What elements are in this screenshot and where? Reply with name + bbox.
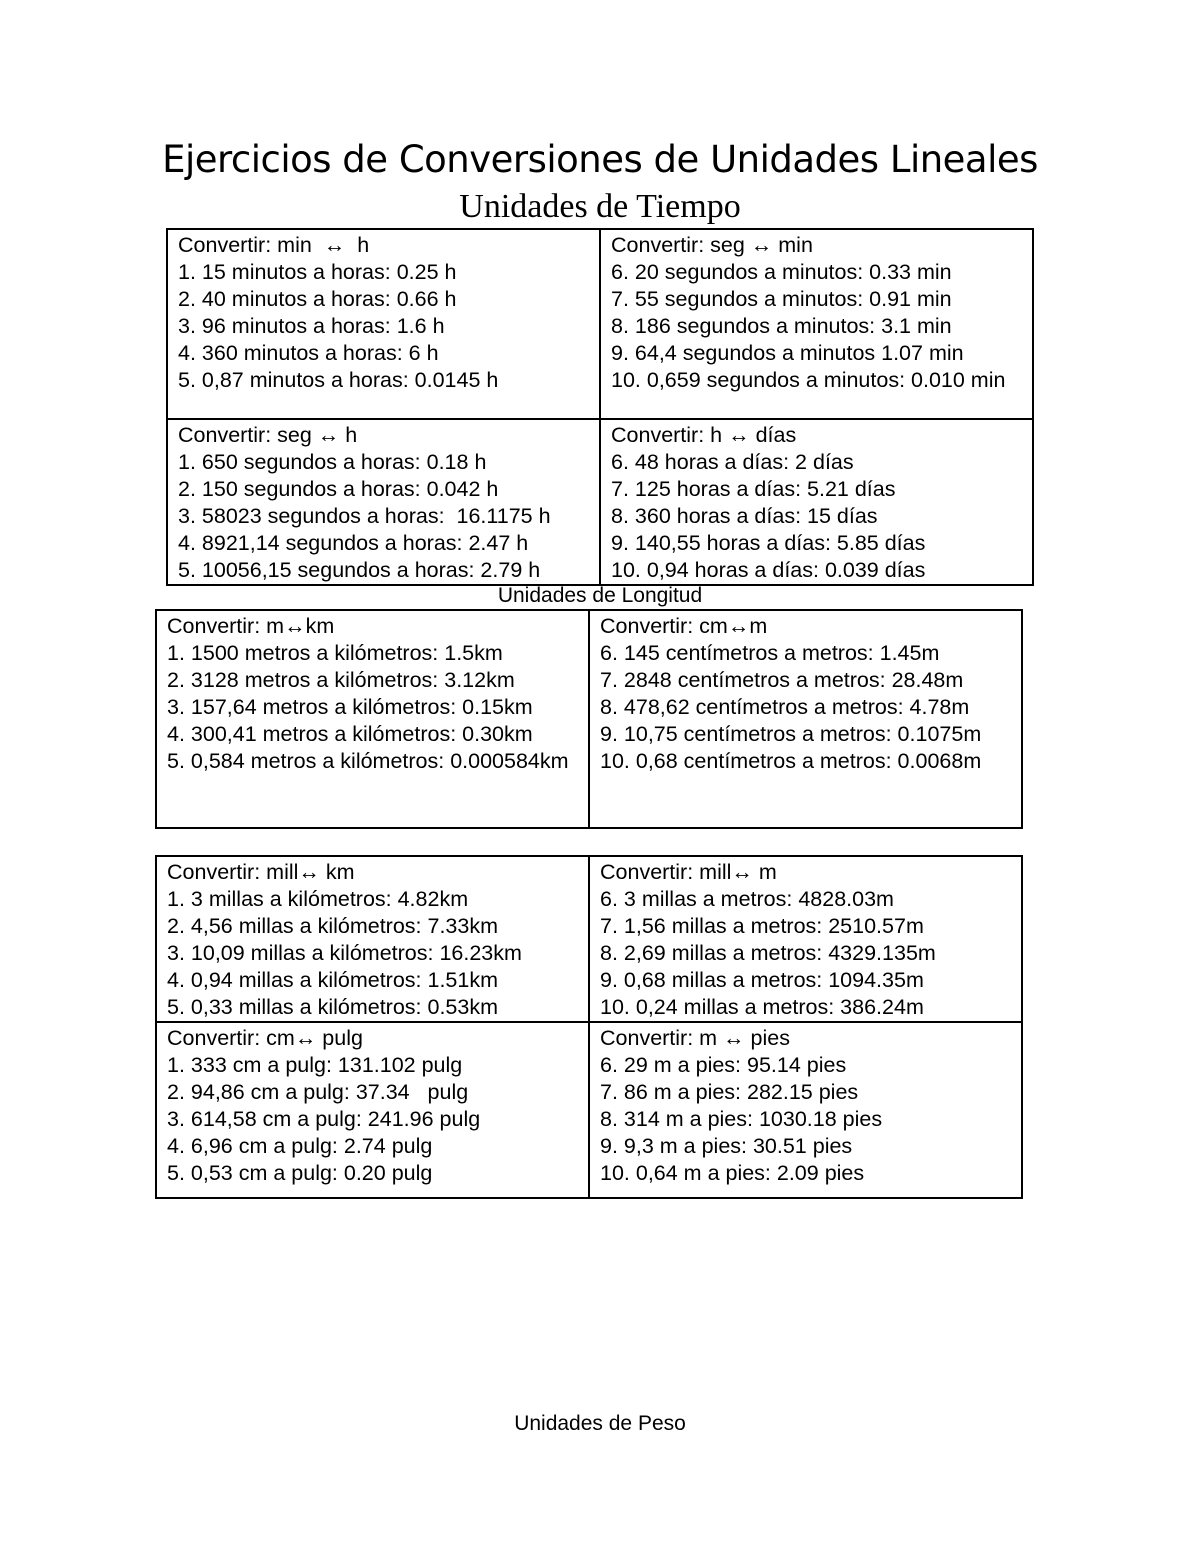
exercise-line: 9. 140,55 horas a días: 5.85 días — [611, 531, 926, 555]
table-tiempo — [166, 228, 1034, 586]
conversion-cell — [600, 229, 1033, 419]
conversion-cell — [589, 1022, 1022, 1198]
exercise-line: 10. 0,659 segundos a minutos: 0.010 min — [611, 368, 1006, 392]
exercise-line: 8. 2,69 millas a metros: 4329.135m — [600, 941, 936, 965]
exercise-line: 10. 0,24 millas a metros: 386.24m — [600, 995, 924, 1019]
exercise-line: 7. 1,56 millas a metros: 2510.57m — [600, 914, 924, 938]
exercise-line: 9. 64,4 segundos a minutos 1.07 min — [611, 341, 964, 365]
conversion-cell — [156, 856, 589, 1022]
cell-heading: Convertir: mill↔ m — [600, 860, 777, 884]
exercise-line: 7. 125 horas a días: 5.21 días — [611, 477, 896, 501]
exercise-line: 5. 0,87 minutos a horas: 0.0145 h — [178, 368, 499, 392]
exercise-line: 4. 6,96 cm a pulg: 2.74 pulg — [167, 1134, 433, 1158]
exercise-line: 1. 1500 metros a kilómetros: 1.5km — [167, 641, 503, 665]
exercise-line: 1. 650 segundos a horas: 0.18 h — [178, 450, 487, 474]
exercise-line: 8. 360 horas a días: 15 días — [611, 504, 878, 528]
page-title: Ejercicios de Conversiones de Unidades Lineales — [162, 138, 1038, 181]
exercise-line: 5. 0,584 metros a kilómetros: 0.000584km — [167, 749, 569, 773]
exercise-line: 3. 157,64 metros a kilómetros: 0.15km — [167, 695, 533, 719]
exercise-line: 3. 96 minutos a horas: 1.6 h — [178, 314, 445, 338]
table-row — [156, 1022, 1022, 1198]
exercise-line: 6. 29 m a pies: 95.14 pies — [600, 1053, 847, 1077]
table-millas — [155, 855, 1023, 1199]
conversion-cell — [589, 610, 1022, 828]
conversion-cell — [156, 610, 589, 828]
exercise-line: 4. 300,41 metros a kilómetros: 0.30km — [167, 722, 533, 746]
section-title-peso: Unidades de Peso — [514, 1412, 686, 1435]
exercise-line: 10. 0,68 centímetros a metros: 0.0068m — [600, 749, 982, 773]
exercise-line: 9. 0,68 millas a metros: 1094.35m — [600, 968, 924, 992]
exercise-line: 2. 4,56 millas a kilómetros: 7.33km — [167, 914, 498, 938]
section-title-tiempo: Unidades de Tiempo — [459, 188, 741, 225]
table-row — [156, 610, 1022, 828]
exercise-line: 2. 150 segundos a horas: 0.042 h — [178, 477, 499, 501]
exercise-line: 10. 0,64 m a pies: 2.09 pies — [600, 1161, 865, 1185]
exercise-line: 8. 478,62 centímetros a metros: 4.78m — [600, 695, 970, 719]
exercise-line: 4. 0,94 millas a kilómetros: 1.51km — [167, 968, 498, 992]
exercise-line: 8. 186 segundos a minutos: 3.1 min — [611, 314, 952, 338]
conversion-cell — [589, 856, 1022, 1022]
exercise-line: 5. 10056,15 segundos a horas: 2.79 h — [178, 558, 541, 582]
conversion-cell — [167, 419, 600, 585]
exercise-line: 6. 48 horas a días: 2 días — [611, 450, 854, 474]
exercise-line: 7. 55 segundos a minutos: 0.91 min — [611, 287, 952, 311]
exercise-line: 6. 20 segundos a minutos: 0.33 min — [611, 260, 952, 284]
exercise-line: 1. 15 minutos a horas: 0.25 h — [178, 260, 457, 284]
exercise-line: 1. 3 millas a kilómetros: 4.82km — [167, 887, 469, 911]
exercise-line: 2. 3128 metros a kilómetros: 3.12km — [167, 668, 515, 692]
exercise-line: 10. 0,94 horas a días: 0.039 días — [611, 558, 926, 582]
table-longitud — [155, 609, 1023, 829]
exercise-line: 3. 614,58 cm a pulg: 241.96 pulg — [167, 1107, 481, 1131]
cell-heading: Convertir: mill↔ km — [167, 860, 355, 884]
exercise-line: 6. 3 millas a metros: 4828.03m — [600, 887, 894, 911]
exercise-line: 5. 0,53 cm a pulg: 0.20 pulg — [167, 1161, 433, 1185]
exercise-line: 2. 40 minutos a horas: 0.66 h — [178, 287, 457, 311]
conversion-cell — [167, 229, 600, 419]
exercise-line: 2. 94,86 cm a pulg: 37.34 pulg — [167, 1080, 469, 1104]
table-row — [156, 856, 1022, 1022]
cell-heading: Convertir: h ↔ días — [611, 423, 797, 447]
cell-heading: Convertir: m↔km — [167, 614, 335, 638]
conversion-cell — [156, 1022, 589, 1198]
exercise-line: 9. 9,3 m a pies: 30.51 pies — [600, 1134, 853, 1158]
conversion-cell — [600, 419, 1033, 585]
cell-heading: Convertir: min ↔ h — [178, 233, 370, 257]
exercise-line: 6. 145 centímetros a metros: 1.45m — [600, 641, 940, 665]
cell-heading: Convertir: seg ↔ min — [611, 233, 813, 257]
exercise-line: 3. 10,09 millas a kilómetros: 16.23km — [167, 941, 522, 965]
exercise-line: 4. 8921,14 segundos a horas: 2.47 h — [178, 531, 529, 555]
exercise-line: 7. 86 m a pies: 282.15 pies — [600, 1080, 859, 1104]
exercise-line: 4. 360 minutos a horas: 6 h — [178, 341, 439, 365]
exercise-line: 7. 2848 centímetros a metros: 28.48m — [600, 668, 964, 692]
exercise-line: 8. 314 m a pies: 1030.18 pies — [600, 1107, 883, 1131]
cell-heading: Convertir: seg ↔ h — [178, 423, 358, 447]
table-row — [167, 229, 1033, 419]
exercise-line: 5. 0,33 millas a kilómetros: 0.53km — [167, 995, 498, 1019]
cell-heading: Convertir: cm↔ pulg — [167, 1026, 363, 1050]
exercise-line: 1. 333 cm a pulg: 131.102 pulg — [167, 1053, 463, 1077]
exercise-line: 3. 58023 segundos a horas: 16.1175 h — [178, 504, 551, 528]
cell-heading: Convertir: m ↔ pies — [600, 1026, 790, 1050]
exercise-line: 9. 10,75 centímetros a metros: 0.1075m — [600, 722, 982, 746]
cell-heading: Convertir: cm↔m — [600, 614, 768, 638]
section-title-longitud: Unidades de Longitud — [497, 584, 703, 607]
table-row — [167, 419, 1033, 585]
